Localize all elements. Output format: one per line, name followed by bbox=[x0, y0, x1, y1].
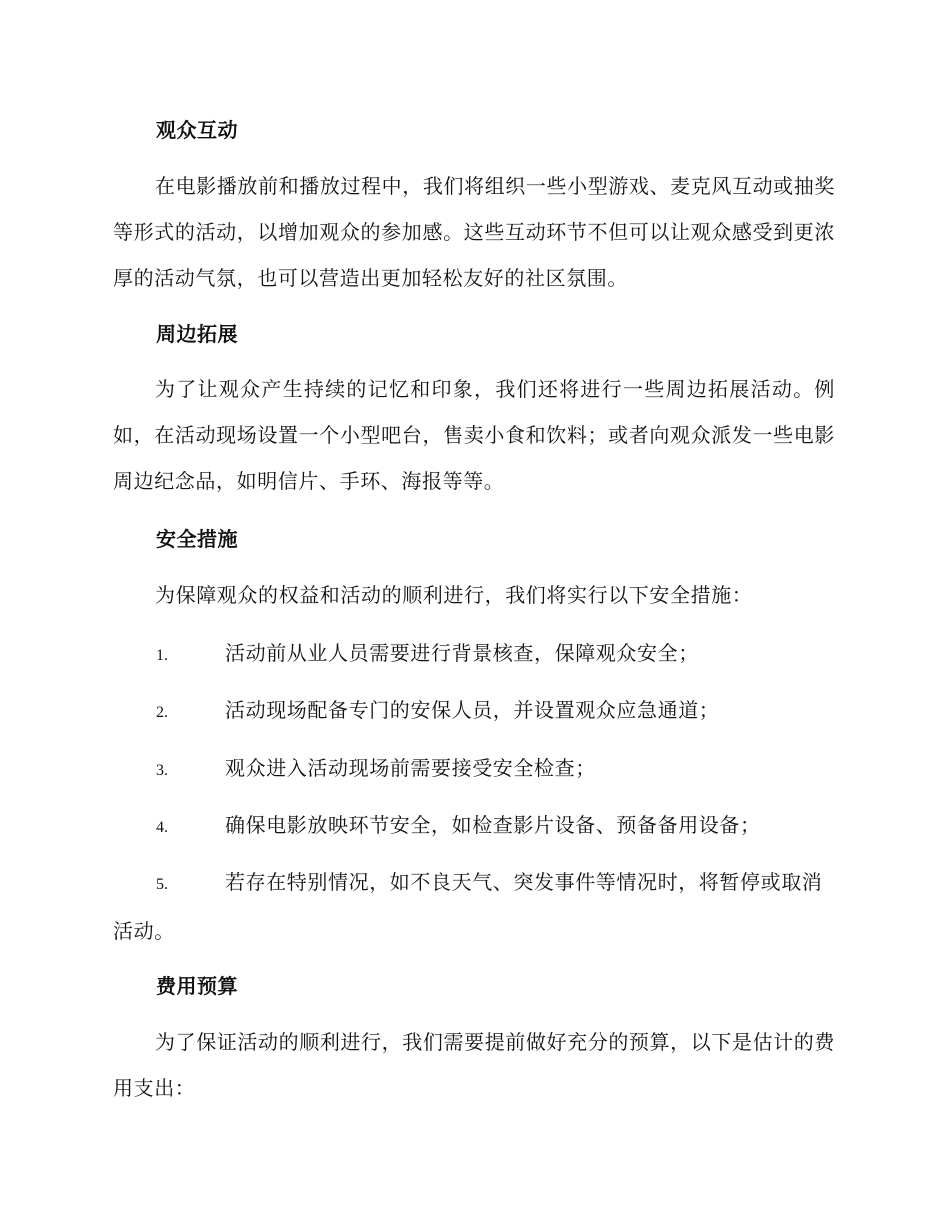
paragraph-safety-intro: 为保障观众的权益和活动的顺利进行，我们将实行以下安全措施： bbox=[155, 583, 753, 607]
section-heading-safety-measures: 安全措施 bbox=[156, 527, 238, 551]
section-heading-peripheral-expansion: 周边拓展 bbox=[156, 322, 238, 346]
list-item-text: 观众进入活动现场前需要接受安全检查； bbox=[225, 756, 596, 780]
list-item-number: 2. bbox=[156, 704, 168, 721]
list-item-number: 3. bbox=[156, 762, 168, 779]
list-item-text: 确保电影放映环节安全，如检查影片设备、预备备用设备； bbox=[225, 813, 761, 837]
list-item bbox=[113, 802, 835, 851]
list-item-text: 若存在特别情况，如不良天气、突发事件等情况时，将暂停或取消活动。 bbox=[113, 870, 823, 943]
list-item-text: 活动前从业人员需要进行背景核查，保障观众安全； bbox=[225, 641, 699, 665]
list-item bbox=[113, 687, 835, 736]
list-item-text: 活动现场配备专门的安保人员，并设置观众应急通道； bbox=[225, 698, 720, 722]
list-item-number: 5. bbox=[156, 876, 168, 893]
list-item bbox=[113, 859, 835, 954]
paragraph-audience-interaction: 在电影播放前和播放过程中，我们将组织一些小型游戏、麦克风互动或抽奖等形式的活动，以增加观众的参加感。这些互动环节不但可以让观众感受到更浓厚的活动气氛，也可以营造出更加轻松友好的社区氛围。 bbox=[113, 174, 835, 290]
paragraph-budget: 为了保证活动的顺利进行，我们需要提前做好充分的预算，以下是估计的费用支出： bbox=[113, 1030, 835, 1100]
list-item bbox=[113, 630, 835, 679]
section-heading-budget: 费用预算 bbox=[156, 974, 238, 998]
list-item-number: 1. bbox=[156, 647, 168, 664]
list-item bbox=[113, 745, 835, 794]
paragraph-peripheral-expansion: 为了让观众产生持续的记忆和印象，我们还将进行一些周边拓展活动。例如，在活动现场设置一个小型吧台，售卖小食和饮料；或者向观众派发一些电影周边纪念品，如明信片、手环、海报等等。 bbox=[113, 377, 835, 493]
list-item-number: 4. bbox=[156, 819, 168, 836]
section-heading-audience-interaction: 观众互动 bbox=[156, 118, 238, 142]
